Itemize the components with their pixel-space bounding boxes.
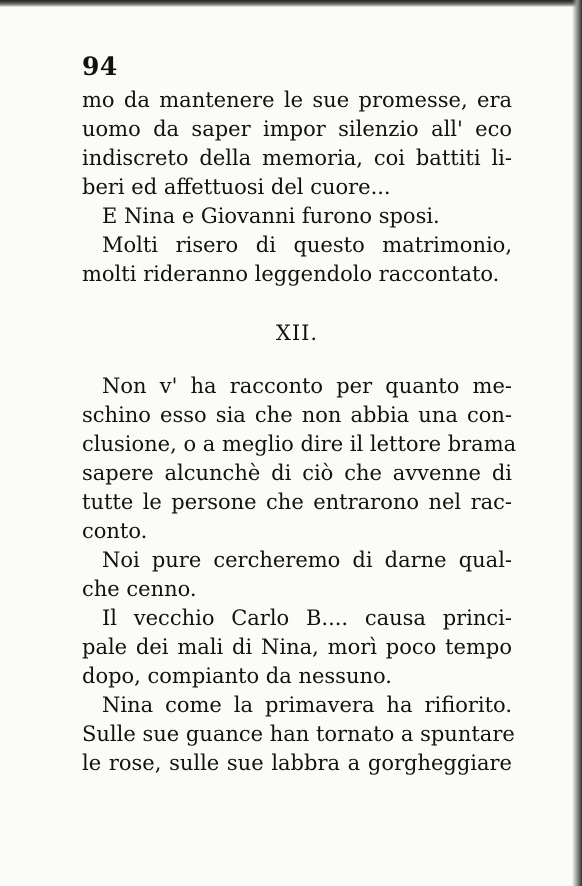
- text-line: le rose, sulle sue labbra a gorgheggiare: [82, 751, 512, 775]
- chapter-heading: XII.: [275, 321, 319, 345]
- text-line: uomo da saper impor silenzio all' eco: [82, 117, 512, 141]
- text-line: indiscreto della memoria, coi battiti li-: [82, 146, 512, 170]
- text-line: che cenno.: [82, 577, 197, 601]
- text-block-top: [82, 86, 512, 289]
- text-line: schino esso sia che non abbia una con-: [82, 403, 512, 427]
- text-line: pale dei mali di Nina, morì poco tempo: [82, 635, 512, 659]
- text-line: molti rideranno leggendolo raccontato.: [82, 262, 500, 286]
- text-line: E Nina e Giovanni furono sposi.: [102, 204, 440, 228]
- top-page-edge: [0, 0, 582, 7]
- text-line: conto.: [82, 519, 148, 543]
- text-line: tutte le persone che entrarono nel rac-: [82, 490, 512, 514]
- text-line: dopo, compianto da nessuno.: [82, 664, 392, 688]
- text-block-chapter: [82, 372, 517, 778]
- text-line: beri ed affettuosi del cuore...: [82, 175, 391, 199]
- text-line: Molti risero di questo matrimonio,: [102, 233, 512, 257]
- right-page-edge: [572, 0, 582, 886]
- text-line: sapere alcunchè di ciò che avvenne di: [82, 461, 512, 485]
- text-line: clusione, o a meglio dire il lettore brama: [82, 432, 517, 456]
- text-line: Nina come la primavera ha rifiorito.: [102, 693, 512, 717]
- text-line: Noi pure cercheremo di darne qual-: [102, 548, 512, 572]
- text-line: Il vecchio Carlo B.... causa princi-: [102, 606, 512, 630]
- text-line: Non v' ha racconto per quanto me-: [102, 374, 512, 398]
- text-line: Sulle sue guance han tornato a spuntare: [82, 722, 515, 746]
- page-number: 94: [82, 52, 118, 81]
- text-line: mo da mantenere le sue promesse, era: [82, 88, 512, 112]
